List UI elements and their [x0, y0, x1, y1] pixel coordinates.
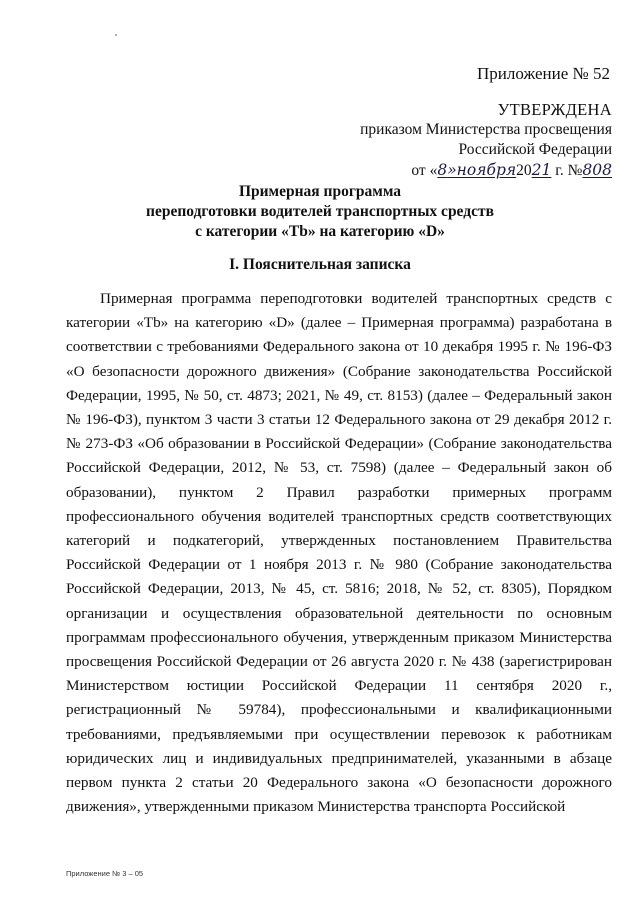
date-year-suffix: г. №: [551, 162, 583, 179]
order-number-handwritten: 808: [582, 161, 612, 179]
approved-by-line-2: Российской Федерации: [458, 141, 612, 158]
section-heading: I. Пояснительная записка: [229, 256, 411, 273]
approval-date-line: [312, 160, 612, 181]
date-month-handwritten: »ноября: [447, 161, 517, 179]
approved-by-line-1: приказом Министерства просвещения: [360, 121, 612, 138]
title-line-2: переподготовки водителей транспортных средств: [146, 203, 494, 220]
title-line-3: с категории «Tb» на категорию «D»: [195, 223, 445, 240]
date-prefix: от «: [411, 162, 438, 179]
document-title: [0, 182, 640, 242]
date-year-prefix: 20: [516, 162, 532, 179]
approval-block: [312, 100, 612, 181]
date-year-handwritten: 21: [531, 161, 552, 179]
annex-label: Приложение № 52: [477, 64, 610, 83]
scan-speck: [115, 34, 117, 36]
date-day-handwritten: 8: [437, 161, 448, 179]
approved-stamp-text: УТВЕРЖДЕНА: [497, 100, 612, 119]
title-line-1: Примерная программа: [238, 183, 402, 200]
body-paragraph: Примерная программа переподготовки водителей транспортных средств с категории «Tb» на категорию «D» (далее – Примерная программа) разработана в соответствии с требованиями Федерального закона от 10 декабря 1995 г. № 196-ФЗ «О безопасности дорожного движения» (Собрание законодательства Российской Федерации, 1995, № 50, ст. 4873; 2021, № 49, ст. 8153) (далее – Федеральный закон № 196-ФЗ), пунктом 3 части 3 статьи 12 Федерального закона от 29 декабря 2012 г. № 273-ФЗ «Об образовании в Российской Федерации» (Собрание законодательства Российской Федерации, 2012, № 53, ст. 7598) (далее – Федеральный закон об образовании), пунктом 2 Правил разработки примерных программ профессионального обучения водителей транспортных средств соответствующих категорий и подкатегорий, утвержденных постановлением Правительства Российской Федерации от 1 ноября 2013 г. № 980 (Собрание законодательства Российской Федерации, 2013, № 45, ст. 5816; 2018, № 52, ст. 8305), Порядком организации и осуществления образовательной деятельности по основным программам профессионального обучения, утвержденным приказом Министерства просвещения Российской Федерации от 26 августа 2020 г. № 438 (зарегистрирован Министерством юстиции Российской Федерации 11 сентября 2020 г., регистрационный № 59784), профессиональными и квалификационными требованиями, предъявляемыми при осуществлении перевозок к работникам юридических лиц и индивидуальных предпринимателей, указанными в абзаце первом пункта 2 статьи 20 Федерального закона «О безопасности дорожного движения», утвержденными приказом Министерства транспорта Российской: [66, 290, 612, 816]
page-footer: Приложение № 3 – 05: [66, 869, 144, 878]
